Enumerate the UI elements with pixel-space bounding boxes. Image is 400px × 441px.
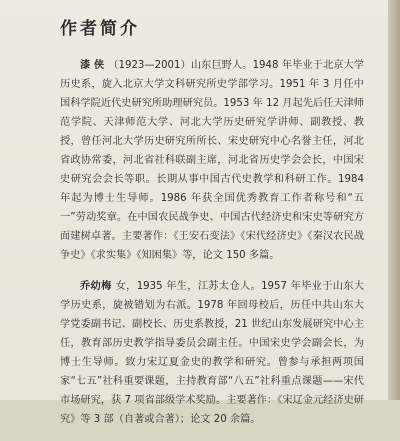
author-name: 漆 侠 bbox=[80, 60, 105, 71]
page-gutter bbox=[388, 0, 400, 400]
bio-list bbox=[60, 56, 364, 441]
page-title: 作者简介 bbox=[60, 19, 140, 39]
bio-text: 女，1935 年生，江苏太仓人。1957 年毕业于山东大学历史系，旋被错划为右派。1978 年回母校后，历任中共山东大学党委副书记、副校长、历史系教授，21 世纪山东发展研究中心主任，教育部历史教学指导委员会副主任。中国宋史学会副会长，为博士生导师。致力宋辽夏金史的教学和研究。曾参与承担两项国家“七五”社科重要课题，主持教育部“八五”社科重点课题——宋代市场研究，获 7 项省部级学术奖励。主要著作：《宋辽金元经济史研究》等 3 部（自著或合著）；论文 20 余篇。 bbox=[60, 281, 365, 425]
author-name: 乔幼梅 bbox=[80, 281, 112, 292]
bio-text: （1923—2001）山东巨野人。1948 年毕业于北京大学历史系，旋入北京大学文科研究所史学部学习。1951 年 3 月任中国科学院近代史研究所助理研究员。1953 年 12 月起先后任天津师范学院、天津师范大学、河北大学历史研究学讲师、副教授、教授，曾任河北大学历史研究所所长、宋史研究中心名誉主任，河北省政协常委，河北省社科联副主席，河北省历史学会会长，中国宋史研究会会长等职。长期从事中国古代史教学和科研工作。1984 年起为博士生导师。1986 年获全国优秀教育工作者称号和“五一”劳动奖章。在中国农民战争史、中国古代经济史和宋史等研究方面建树卓著。主要著作：《王安石变法》《宋代经济史》《秦汉农民战争史》《求实集》《知困集》等，论文 150 多篇。 bbox=[60, 60, 364, 261]
bio-paragraph bbox=[60, 277, 364, 429]
bio-paragraph bbox=[60, 56, 364, 265]
